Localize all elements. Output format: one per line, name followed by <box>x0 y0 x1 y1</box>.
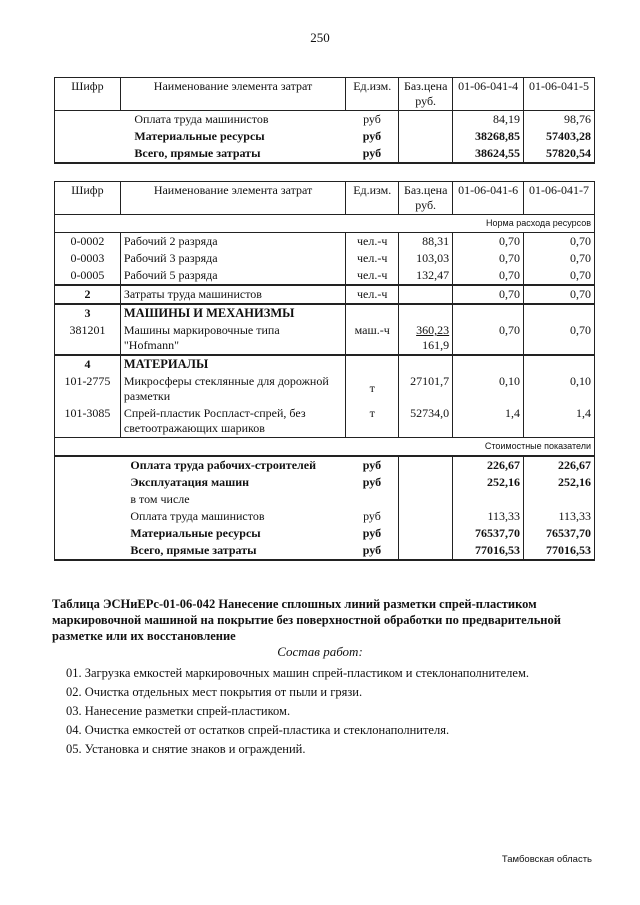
table-row: 2 Затраты труда машинистов чел.-ч 0,70 0,70 <box>55 285 595 304</box>
works-list <box>66 664 529 759</box>
header-unit: Ед.изм. <box>346 78 399 111</box>
header-col1: 01-06-041-4 <box>453 78 524 111</box>
table-row: Оплата труда машинистов руб 84,19 98,76 <box>55 111 595 129</box>
table-row: Оплата труда машинистов руб 113,33 113,33 <box>55 508 595 525</box>
header-code: Шифр <box>55 78 121 111</box>
page-number: 250 <box>310 30 330 45</box>
table-row: 0-0002 Рабочий 2 разряда чел.-ч 88,31 0,70 0,70 <box>55 233 595 251</box>
table-row: Всего, прямые затраты руб 38624,55 57820,54 <box>55 145 595 163</box>
resource-table-2 <box>54 181 595 561</box>
footer-region: Тамбовская область <box>501 854 592 865</box>
header-col1: 01-06-041-6 <box>453 182 524 215</box>
header-col2: 01-06-041-7 <box>524 182 595 215</box>
table-row: 0-0003 Рабочий 3 разряда чел.-ч 103,03 0,70 0,70 <box>55 250 595 267</box>
header-name: Наименование элемента затрат <box>120 182 345 215</box>
header-code: Шифр <box>55 182 121 215</box>
table-row: 101-2775 Микросферы стеклянные для дорожной разметки т 27101,7 0,10 0,10 <box>55 373 595 405</box>
resource-table-1 <box>54 77 595 164</box>
list-item: 03. Нанесение разметки спрей-пластиком. <box>66 704 291 718</box>
works-heading: Состав работ: <box>277 644 363 659</box>
header-unit: Ед.изм. <box>346 182 399 215</box>
table-row: Всего, прямые затраты руб 77016,53 77016,53 <box>55 542 595 560</box>
table-row: в том числе <box>55 491 595 508</box>
list-item: 01. Загрузка емкостей маркировочных машин спрей-пластиком и стеклонаполнителем. <box>66 666 530 680</box>
table-row: 381201 Машины маркировочные типа "Hofmann" маш.-ч 360,23 161,9 0,70 0,70 <box>55 322 595 355</box>
table-row: Материальные ресурсы руб 38268,85 57403,28 <box>55 128 595 145</box>
list-item: 05. Установка и снятие знаков и ограждений. <box>66 742 306 756</box>
table-title: Таблица ЭСНиЕРс-01-06-042 Нанесение сплошных линий разметки спрей-пластиком маркировочной машиной на покрытие без поверхностной обработки по предварительной разметке или их восстановление <box>52 597 561 643</box>
table-header-row <box>55 182 595 215</box>
list-item: 04. Очистка емкостей от остатков спрей-пластика и стеклонаполнителя. <box>66 723 450 737</box>
header-price: Баз.цена руб. <box>399 78 453 111</box>
header-price: Баз.цена руб. <box>399 182 453 215</box>
list-item: 02. Очистка отдельных мест покрытия от пыли и грязи. <box>66 685 363 699</box>
table-row: Эксплуатация машин руб 252,16 252,16 <box>55 474 595 491</box>
norm-label-row: Норма расхода ресурсов <box>55 215 595 233</box>
cost-label-row: Стоимостные показатели <box>55 438 595 457</box>
table-row: Материальные ресурсы руб 76537,70 76537,70 <box>55 525 595 542</box>
table-row: Оплата труда рабочих-строителей руб 226,67 226,67 <box>55 456 595 474</box>
header-name: Наименование элемента затрат <box>120 78 345 111</box>
section-row: 3 МАШИНЫ И МЕХАНИЗМЫ <box>55 304 595 322</box>
header-col2: 01-06-041-5 <box>524 78 595 111</box>
table-row: 101-3085 Спрей-пластик Роспласт-спрей, без светоотражающих шариков т 52734,0 1,4 1,4 <box>55 405 595 438</box>
table-row: 0-0005 Рабочий 5 разряда чел.-ч 132,47 0,70 0,70 <box>55 267 595 285</box>
table-header-row <box>55 78 595 111</box>
section-row: 4 МАТЕРИАЛЫ <box>55 355 595 373</box>
